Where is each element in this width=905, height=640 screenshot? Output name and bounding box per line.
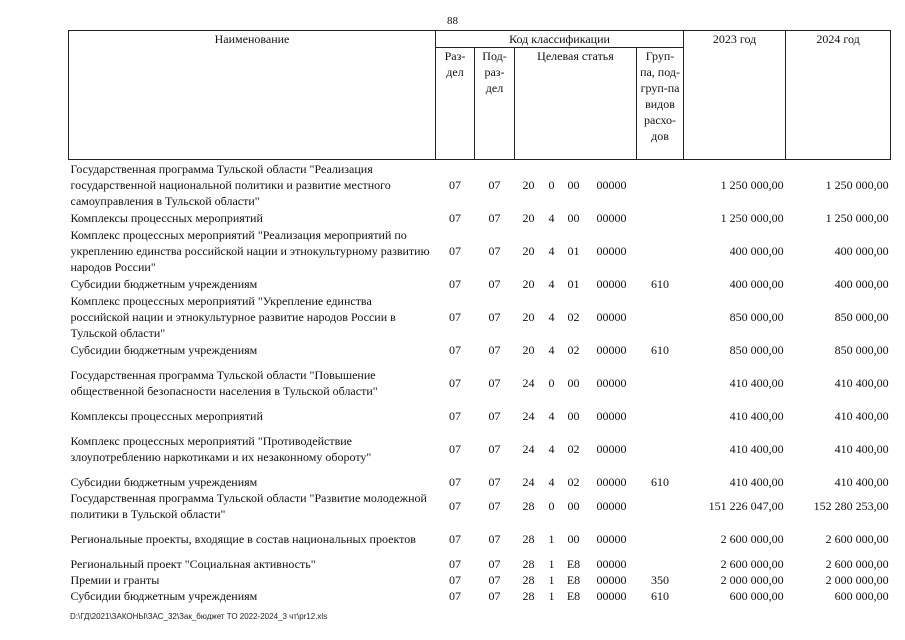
cell-t3: 02 (567, 441, 580, 456)
cell-name: Региональный проект "Социальная активность" (70, 556, 316, 571)
cell-g (637, 358, 684, 408)
cell-v2023: 850 000,00 (729, 309, 784, 324)
cell-r: 07 (449, 588, 461, 603)
cell-v2024: 2 600 000,00 (825, 532, 889, 546)
cell-t3: 01 (567, 276, 580, 291)
cell-p: 07 (488, 572, 501, 587)
table-row (69, 424, 891, 474)
cell-name: Государственная программа Тульской области "Развитие молодежной политики в Тульской области" (70, 491, 427, 521)
cell-v2023: 410 400,00 (729, 441, 784, 456)
cell-t1: 20 (522, 243, 535, 258)
cell-g (637, 556, 684, 572)
cell-t3: 02 (567, 342, 580, 357)
cell-name: Комплекс процессных мероприятий "Противодействие злоупотреблению наркотиками и их незаконному обороту" (70, 433, 372, 464)
cell-name: Субсидии бюджетным учреждениям (70, 342, 258, 357)
cell-t1: 28 (522, 556, 535, 571)
cell-v2023: 2 600 000,00 (720, 532, 784, 546)
cell-t1: 24 (522, 474, 535, 489)
cell-g (637, 210, 684, 226)
budget-table (68, 30, 891, 604)
cell-t1: 20 (522, 342, 535, 357)
header-code: Код классификации (436, 31, 684, 48)
cell-v2024: 410 400,00 (834, 441, 889, 456)
table-row (69, 556, 891, 572)
cell-g: 610 (651, 342, 670, 357)
cell-t4: 00000 (596, 210, 627, 225)
header-name: Наименование (69, 31, 436, 160)
cell-t3: E8 (566, 572, 581, 587)
cell-t3: 00 (567, 532, 580, 546)
cell-t1: 20 (522, 276, 535, 291)
cell-t2: 1 (548, 556, 555, 571)
cell-p: 07 (488, 177, 501, 192)
cell-t2: 4 (548, 342, 555, 357)
cell-p: 07 (488, 210, 501, 225)
cell-name: Региональные проекты, входящие в состав национальных проектов (70, 532, 416, 546)
cell-v2024: 1 250 000,00 (825, 210, 889, 225)
cell-t3: E8 (566, 588, 581, 603)
cell-t1: 20 (522, 309, 535, 324)
cell-r: 07 (449, 572, 461, 587)
cell-t4: 00000 (596, 243, 627, 258)
cell-t1: 28 (522, 532, 535, 546)
table-body (69, 160, 891, 604)
cell-p: 07 (488, 243, 501, 258)
cell-t2: 1 (548, 532, 555, 546)
cell-t3: E8 (566, 556, 581, 571)
cell-v2024: 410 400,00 (834, 375, 889, 390)
cell-v2023: 410 400,00 (729, 408, 784, 423)
cell-v2024: 410 400,00 (834, 408, 889, 423)
cell-t1: 28 (522, 572, 535, 587)
cell-r: 07 (449, 177, 461, 192)
cell-t4: 00000 (596, 588, 627, 603)
cell-t1: 28 (522, 499, 535, 513)
header-group: Груп-па, под-груп-па видов расхо-дов (637, 48, 684, 160)
cell-name: Комплексы процессных мероприятий (70, 408, 263, 423)
cell-t1: 24 (522, 375, 535, 390)
cell-name: Государственная программа Тульской области "Реализация государственной национальной политики и развитие местного самоуправления в Тульской области" (70, 161, 391, 208)
cell-t3: 00 (567, 499, 580, 513)
cell-g: 610 (651, 588, 670, 603)
cell-v2023: 400 000,00 (729, 243, 784, 258)
cell-t4: 00000 (596, 408, 627, 423)
cell-v2024: 410 400,00 (834, 474, 889, 489)
cell-r: 07 (449, 309, 461, 324)
cell-v2023: 400 000,00 (729, 276, 784, 291)
cell-t3: 00 (567, 177, 580, 192)
cell-t4: 00000 (596, 342, 627, 357)
cell-v2023: 1 250 000,00 (720, 177, 784, 192)
table-row (69, 160, 891, 210)
cell-v2024: 2 600 000,00 (825, 556, 889, 571)
cell-name: Субсидии бюджетным учреждениям (70, 474, 258, 489)
cell-r: 07 (449, 276, 461, 291)
cell-t1: 28 (522, 588, 535, 603)
cell-t4: 00000 (596, 177, 627, 192)
cell-name: Комплексы процессных мероприятий (70, 210, 263, 225)
cell-r: 07 (449, 375, 461, 390)
cell-t1: 20 (522, 210, 535, 225)
table-row (69, 292, 891, 342)
cell-g: 610 (651, 474, 670, 489)
cell-p: 07 (488, 588, 501, 603)
cell-v2023: 600 000,00 (729, 588, 784, 603)
cell-v2023: 2 000 000,00 (720, 572, 784, 587)
cell-t3: 02 (567, 309, 580, 324)
cell-r: 07 (449, 243, 461, 258)
header-target: Целевая статья (515, 48, 637, 160)
cell-t4: 00000 (596, 309, 627, 324)
cell-v2024: 2 000 000,00 (825, 572, 889, 587)
cell-r: 07 (449, 532, 461, 546)
header-podrazdel: Под-раз-дел (475, 48, 515, 160)
cell-name: Премии и гранты (70, 572, 160, 587)
cell-r: 07 (449, 556, 461, 571)
cell-t2: 1 (548, 572, 555, 587)
cell-t4: 00000 (596, 441, 627, 456)
file-path-footer: D:\ГД\2021\ЗАКОНЫ\ЗАС_32\Зак_бюджет ТО 2022-2024_3 чт\pr12.xls (70, 612, 328, 621)
cell-t3: 00 (567, 408, 580, 423)
cell-g (637, 408, 684, 424)
cell-p: 07 (488, 408, 501, 423)
header-2024: 2024 год (786, 31, 891, 160)
cell-r: 07 (449, 210, 461, 225)
cell-g: 350 (651, 572, 670, 587)
cell-r: 07 (449, 474, 461, 489)
cell-v2023: 850 000,00 (729, 342, 784, 357)
cell-t2: 1 (548, 588, 555, 603)
cell-g (637, 226, 684, 276)
cell-name: Государственная программа Тульской области "Повышение общественной безопасности населения в Тульской области" (70, 367, 378, 398)
cell-t4: 00000 (596, 375, 627, 390)
cell-v2024: 400 000,00 (834, 243, 889, 258)
cell-v2024: 850 000,00 (834, 309, 889, 324)
cell-p: 07 (488, 309, 501, 324)
cell-v2024: 400 000,00 (834, 276, 889, 291)
table-row (69, 523, 891, 556)
cell-p: 07 (488, 276, 501, 291)
cell-t3: 01 (567, 243, 580, 258)
cell-v2024: 850 000,00 (834, 342, 889, 357)
cell-t4: 00000 (596, 474, 627, 489)
cell-name: Субсидии бюджетным учреждениям (70, 588, 258, 603)
cell-v2023: 151 226 047,00 (708, 499, 784, 513)
cell-t4: 00000 (596, 276, 627, 291)
cell-g (637, 160, 684, 210)
cell-t3: 00 (567, 210, 580, 225)
cell-r: 07 (449, 499, 461, 513)
cell-p: 07 (488, 556, 501, 571)
table-row (69, 588, 891, 604)
cell-t1: 24 (522, 441, 535, 456)
cell-t2: 4 (548, 243, 555, 258)
cell-name: Субсидии бюджетным учреждениям (70, 276, 258, 291)
cell-g (637, 292, 684, 342)
cell-t4: 00000 (596, 556, 627, 571)
cell-v2023: 2 600 000,00 (720, 556, 784, 571)
cell-g (637, 523, 684, 556)
cell-t4: 00000 (596, 532, 627, 546)
header-2023: 2023 год (684, 31, 786, 160)
table-row (69, 226, 891, 276)
cell-r: 07 (449, 408, 461, 423)
cell-p: 07 (488, 532, 501, 546)
cell-t4: 00000 (596, 572, 627, 587)
cell-r: 07 (449, 441, 461, 456)
cell-p: 07 (488, 474, 501, 489)
cell-g: 610 (651, 276, 670, 291)
cell-r: 07 (449, 342, 461, 357)
cell-v2023: 410 400,00 (729, 474, 784, 489)
cell-g (637, 424, 684, 474)
cell-t2: 4 (548, 408, 555, 423)
cell-t2: 4 (548, 309, 555, 324)
cell-v2024: 1 250 000,00 (825, 177, 889, 192)
cell-t1: 20 (522, 177, 535, 192)
cell-p: 07 (488, 342, 501, 357)
table-row (69, 276, 891, 292)
cell-t2: 0 (548, 177, 555, 192)
header-razdel: Раз-дел (436, 48, 475, 160)
cell-t2: 0 (548, 375, 555, 390)
table-row (69, 474, 891, 490)
cell-p: 07 (488, 375, 501, 390)
page-number: 88 (447, 15, 458, 27)
cell-t3: 02 (567, 474, 580, 489)
cell-v2023: 410 400,00 (729, 375, 784, 390)
table-row (69, 572, 891, 588)
table-row (69, 342, 891, 358)
cell-t4: 00000 (596, 499, 627, 513)
cell-t2: 4 (548, 210, 555, 225)
cell-v2023: 1 250 000,00 (720, 210, 784, 225)
table-row (69, 210, 891, 226)
table-row (69, 490, 891, 523)
cell-t2: 4 (548, 276, 555, 291)
cell-v2024: 600 000,00 (834, 588, 889, 603)
cell-g (637, 490, 684, 523)
cell-t3: 00 (567, 375, 580, 390)
cell-t2: 4 (548, 441, 555, 456)
cell-name: Комплекс процессных мероприятий "Реализация мероприятий по укреплению единства российской нации и этнокультурному развитию народов России" (70, 227, 430, 274)
table-row (69, 358, 891, 408)
cell-t2: 4 (548, 474, 555, 489)
cell-name: Комплекс процессных мероприятий "Укрепление единства российской нации и этнокультурное развитие народов России в Тульской области" (70, 293, 396, 340)
cell-p: 07 (488, 441, 501, 456)
cell-t1: 24 (522, 408, 535, 423)
cell-p: 07 (488, 499, 501, 513)
cell-v2024: 152 280 253,00 (813, 499, 889, 513)
table-row (69, 408, 891, 424)
cell-t2: 0 (548, 499, 555, 513)
